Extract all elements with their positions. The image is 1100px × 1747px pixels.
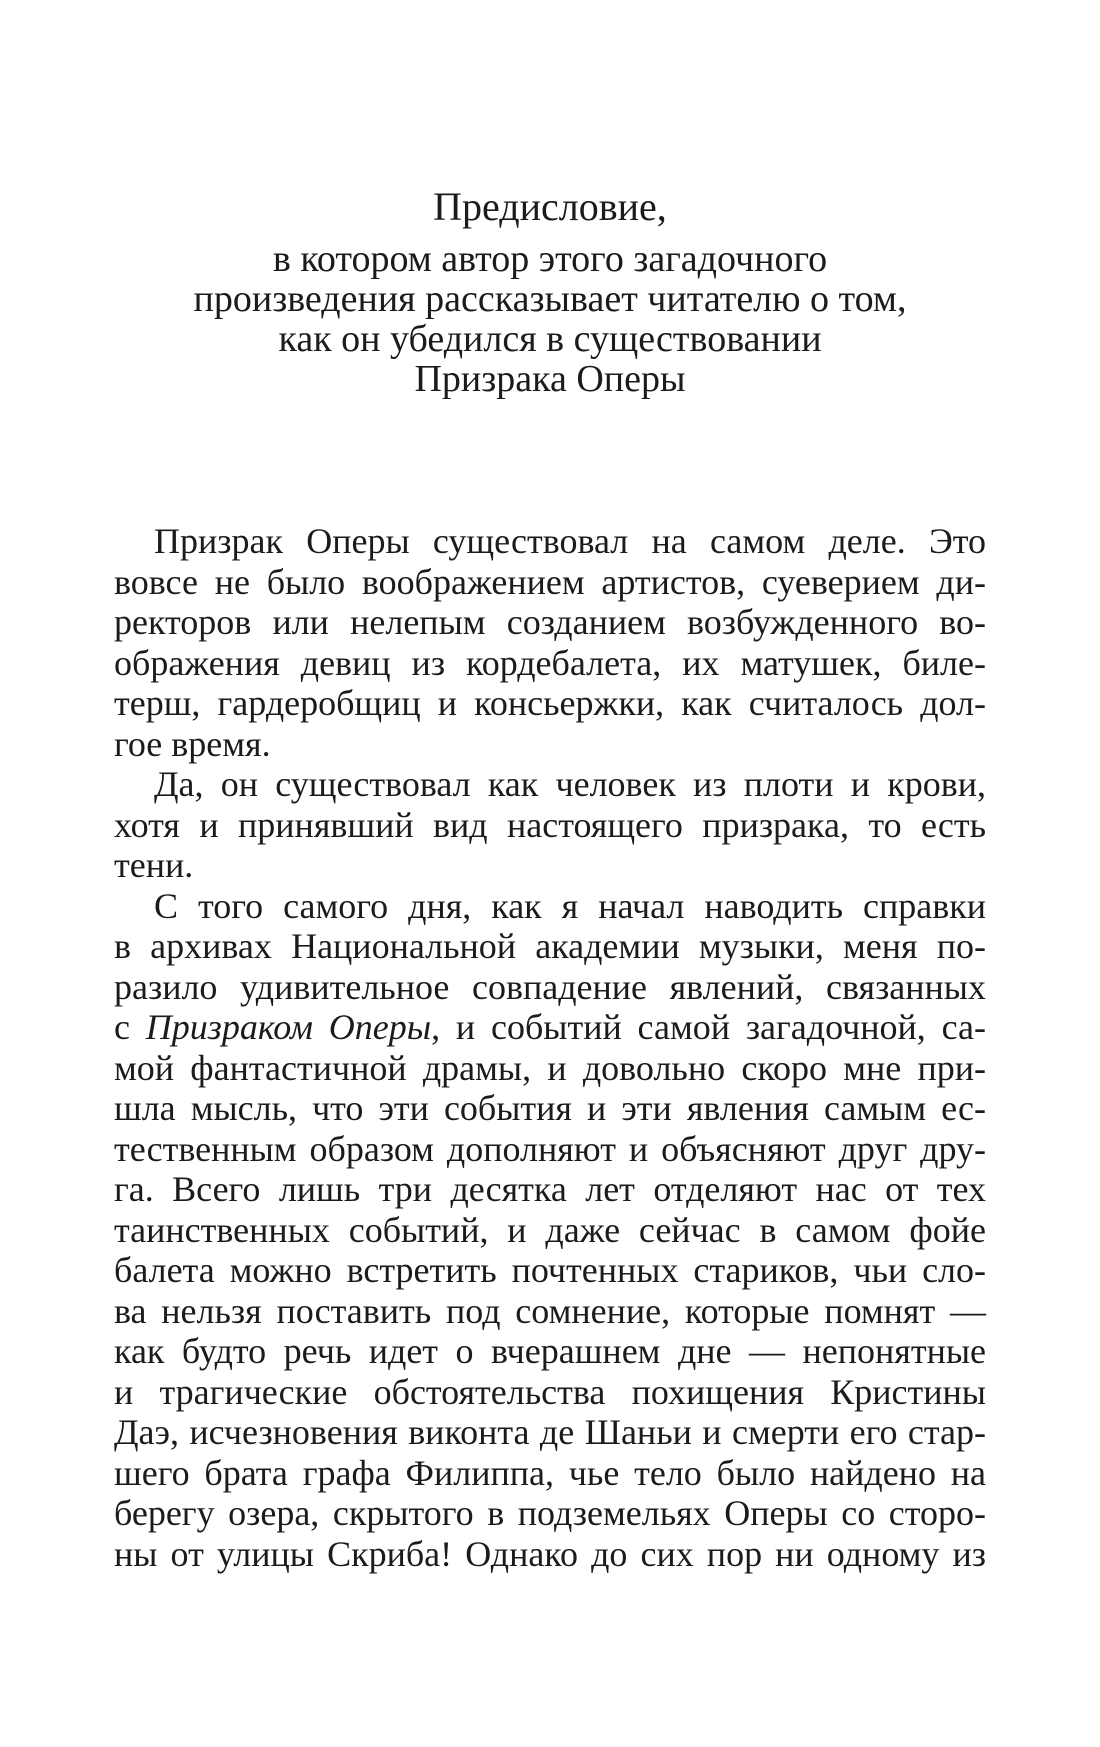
chapter-subtitle: [114, 239, 986, 399]
chapter-title-block: [114, 186, 986, 399]
text-line: Призрак Оперы существовал на самом деле. Это: [154, 521, 986, 561]
text-line: как будто речь идет о вчерашнем дне — непонятные: [114, 1331, 986, 1371]
text-line: балета можно встретить почтенных стариков, чьи сло-: [114, 1250, 986, 1290]
text-line: ны от улицы Скриба! Однако до сих пор ни одному из: [114, 1533, 986, 1574]
text-line: разило удивительное совпадение явлений, связанных: [114, 966, 986, 1007]
text-line: мой фантастичной драмы, и довольно скоро мне при-: [114, 1047, 986, 1088]
text-line: Даэ, исчезновения виконта де Шаньи и смерти его стар-: [114, 1412, 986, 1452]
text-line: хотя и принявший вид настоящего призрака, то есть: [114, 804, 986, 845]
text-line: таинственных событий, и даже сейчас в самом фойе: [114, 1209, 986, 1250]
chapter-subtitle-line: произведения рассказывает читателю о том,: [193, 278, 907, 320]
text-line: берегу озера, скрытого в подземельях Оперы со сторо-: [114, 1493, 986, 1533]
text-line: гое время.: [114, 723, 271, 764]
text-line: ображения девиц из кордебалета, их матушек, биле-: [114, 642, 986, 683]
text-line: с Призраком Оперы, и событий самой загадочной, са-: [114, 1007, 986, 1047]
text-line: тени.: [114, 845, 194, 885]
chapter-subtitle-line: как он убедился в существовании: [278, 318, 822, 360]
text-line: ректоров или нелепым созданием возбужденного во-: [114, 602, 986, 642]
text-line: ва нельзя поставить под сомнение, которые помнят —: [114, 1290, 986, 1331]
text-line: Да, он существовал как человек из плоти и крови,: [154, 764, 986, 804]
text-line: тественным образом дополняют и объясняют друг дру-: [114, 1128, 986, 1169]
text-line: вовсе не было воображением артистов, суеверием ди-: [114, 561, 986, 602]
chapter-heading: Предисловие,: [433, 184, 667, 229]
text-line: и трагические обстоятельства похищения Кристины: [114, 1371, 986, 1412]
chapter-subtitle-line: Призрака Оперы: [414, 358, 686, 400]
body-text: [114, 521, 986, 1574]
text-line: С того самого дня, как я начал наводить справки: [154, 885, 986, 926]
text-line: терш, гардеробщиц и консьержки, как считалось дол-: [114, 683, 986, 723]
text-line: в архивах Национальной академии музыки, меня по-: [114, 926, 986, 966]
text-line: га. Всего лишь три десятка лет отделяют нас от тех: [114, 1169, 986, 1209]
text-line: шла мысль, что эти события и эти явления самым ес-: [114, 1088, 986, 1128]
text-line: шего брата графа Филиппа, чье тело было найдено на: [114, 1452, 986, 1493]
chapter-subtitle-line: в котором автор этого загадочного: [272, 238, 828, 280]
